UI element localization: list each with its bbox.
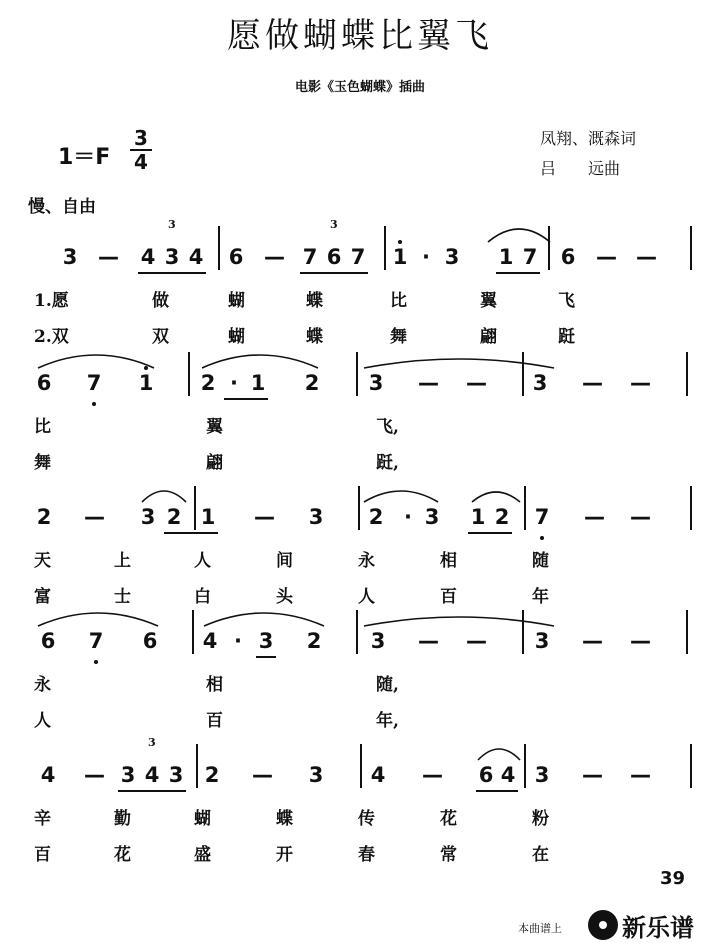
dash-extension: — [584, 505, 605, 529]
jianpu-note: 3 [424, 505, 440, 529]
lyric-verse-1: 翼 [206, 417, 223, 437]
composer-credit: 吕 远曲 [540, 159, 621, 178]
jianpu-note: 3 [444, 245, 460, 269]
dash-extension: — [466, 371, 487, 395]
lyric-verse-1: 相 [440, 551, 457, 571]
jianpu-note: 2 [304, 371, 320, 395]
lyric-verse-1: 飞, [376, 417, 399, 437]
jianpu-note: 3 [532, 371, 548, 395]
jianpu-note: 2 [166, 505, 182, 529]
slur-arc [364, 491, 438, 502]
jianpu-note: 3 [168, 763, 184, 787]
jianpu-note: 1 [498, 245, 514, 269]
jianpu-note: 7 [88, 629, 104, 653]
lyric-verse-2: 人 [358, 587, 375, 607]
jianpu-note: 3 [368, 371, 384, 395]
jianpu-note: 3 [258, 629, 274, 653]
jianpu-note: 4 [144, 763, 160, 787]
jianpu-note: 7 [350, 245, 366, 269]
jianpu-note: 6 [142, 629, 158, 653]
dash-extension: — [418, 629, 439, 653]
dash-extension: — [630, 371, 651, 395]
lyric-verse-2: 跹 [558, 327, 575, 347]
lyric-verse-1: 蝴 [194, 809, 211, 829]
jianpu-note: 2 [36, 505, 52, 529]
dash-extension: — [98, 245, 119, 269]
lyric-verse-2: 人 [34, 711, 51, 731]
jianpu-note: 4 [140, 245, 156, 269]
lyric-verse-1: 永 [34, 675, 51, 695]
dot-rhythm: · [404, 505, 412, 529]
dash-extension: — [84, 505, 105, 529]
jianpu-note: 3 [370, 629, 386, 653]
lyric-verse-1: 比 [34, 417, 51, 437]
jianpu-note: 3 [164, 245, 180, 269]
lyric-verse-1: 天 [34, 551, 51, 571]
lyric-verse-1: 蝶 [276, 809, 293, 829]
time-signature-top: 3 [134, 126, 148, 150]
dash-extension: — [466, 629, 487, 653]
song-title: 愿做蝴蝶比翼飞 [227, 16, 493, 56]
lyric-verse-2: 百 [206, 711, 223, 731]
lyric-verse-1: 比 [390, 291, 407, 311]
lyric-verse-1: 1.愿 [34, 291, 69, 311]
key-signature: 1＝F [58, 145, 111, 170]
lyric-verse-2: 白 [194, 587, 211, 607]
jianpu-note: 6 [40, 629, 56, 653]
dash-extension: — [264, 245, 285, 269]
jianpu-note: 6 [36, 371, 52, 395]
slur-arc [204, 613, 324, 626]
dash-extension: — [84, 763, 105, 787]
lyric-verse-2: 蝶 [306, 327, 323, 347]
jianpu-note: 1 [138, 371, 154, 395]
lyric-verse-2: 常 [440, 845, 457, 865]
dash-extension: — [582, 629, 603, 653]
lyric-verse-1: 人 [194, 551, 211, 571]
slur-arc [364, 617, 554, 626]
dash-extension: — [422, 763, 443, 787]
lyric-verse-1: 翼 [480, 291, 497, 311]
jianpu-note: 3 [62, 245, 78, 269]
jianpu-note: 1 [470, 505, 486, 529]
triplet-number: 3 [168, 218, 176, 231]
lyric-verse-1: 飞 [558, 291, 575, 311]
jianpu-note: 3 [534, 629, 550, 653]
jianpu-note: 2 [200, 371, 216, 395]
lyric-verse-2: 富 [34, 587, 51, 607]
watermark-text: 本曲谱上 [518, 922, 562, 935]
slur-arc [488, 229, 550, 242]
jianpu-note: 3 [140, 505, 156, 529]
slur-arc [202, 355, 318, 368]
jianpu-note: 2 [204, 763, 220, 787]
lyric-verse-1: 传 [358, 809, 375, 829]
time-signature-bottom: 4 [134, 150, 148, 174]
slur-arc [38, 613, 158, 626]
slur-arc [38, 355, 154, 368]
lyric-verse-1: 上 [114, 551, 131, 571]
lyric-verse-1: 间 [276, 551, 293, 571]
triplet-number: 3 [330, 218, 338, 231]
dash-extension: — [252, 763, 273, 787]
dash-extension: — [630, 505, 651, 529]
lyric-verse-1: 花 [440, 809, 457, 829]
jianpu-note: 4 [370, 763, 386, 787]
lyric-verse-2: 盛 [194, 845, 211, 865]
jianpu-note: 1 [392, 245, 408, 269]
song-subtitle: 电影《玉色蝴蝶》插曲 [294, 80, 425, 95]
jianpu-note: 4 [188, 245, 204, 269]
lyricist-credit: 凤翔、溉森词 [540, 129, 637, 148]
record-disc-icon [588, 910, 618, 940]
dash-extension: — [630, 629, 651, 653]
dash-extension: — [596, 245, 617, 269]
lyric-verse-2: 翩 [206, 453, 223, 473]
lyric-verse-1: 辛 [34, 809, 51, 829]
lyric-verse-2: 舞 [390, 327, 407, 347]
slur-arc [472, 492, 520, 502]
jianpu-note: 2 [306, 629, 322, 653]
dash-extension: — [582, 763, 603, 787]
lyric-verse-2: 百 [440, 587, 457, 607]
slur-arc [478, 749, 520, 760]
dot-rhythm: · [230, 371, 238, 395]
lyric-verse-2: 开 [276, 845, 293, 865]
jianpu-note: 4 [40, 763, 56, 787]
lyric-verse-2: 翩 [480, 327, 497, 347]
jianpu-note: 6 [326, 245, 342, 269]
lyric-verse-2: 跹, [376, 453, 399, 473]
lyric-verse-1: 蝶 [306, 291, 323, 311]
jianpu-note: 3 [120, 763, 136, 787]
lyric-verse-2: 春 [358, 845, 375, 865]
lyric-verse-2: 2.双 [34, 327, 69, 347]
jianpu-note: 6 [560, 245, 576, 269]
lyric-verse-1: 蝴 [228, 291, 245, 311]
watermark-brand: 新乐谱 [622, 914, 694, 942]
jianpu-note: 3 [308, 505, 324, 529]
dot-rhythm: · [422, 245, 430, 269]
jianpu-note: 3 [534, 763, 550, 787]
lyric-verse-1: 随 [532, 551, 549, 571]
jianpu-note: 7 [522, 245, 538, 269]
jianpu-note: 2 [368, 505, 384, 529]
jianpu-note: 1 [250, 371, 266, 395]
dash-extension: — [636, 245, 657, 269]
slur-arc [142, 491, 186, 502]
lyric-verse-2: 双 [152, 327, 169, 347]
jianpu-note: 2 [494, 505, 510, 529]
jianpu-note: 4 [500, 763, 516, 787]
dot-rhythm: · [234, 629, 242, 653]
lyric-verse-1: 粉 [532, 809, 549, 829]
lyric-verse-1: 永 [358, 551, 375, 571]
lyric-verse-2: 百 [34, 845, 51, 865]
jianpu-note: 4 [202, 629, 218, 653]
slur-arc [364, 359, 554, 368]
lyric-verse-1: 随, [376, 675, 399, 695]
jianpu-note: 1 [200, 505, 216, 529]
lyric-verse-2: 花 [114, 845, 131, 865]
lyric-verse-1: 做 [152, 291, 169, 311]
jianpu-note: 3 [308, 763, 324, 787]
lyric-verse-2: 头 [276, 587, 293, 607]
jianpu-note: 6 [478, 763, 494, 787]
jianpu-note: 7 [86, 371, 102, 395]
lyric-verse-1: 相 [206, 675, 223, 695]
tempo-marking: 慢、自由 [28, 197, 96, 217]
lyric-verse-2: 在 [532, 845, 549, 865]
dash-extension: — [418, 371, 439, 395]
triplet-number: 3 [148, 736, 156, 749]
dash-extension: — [582, 371, 603, 395]
page-number: 39 [660, 868, 686, 889]
lyric-verse-1: 勤 [114, 809, 131, 829]
lyric-verse-2: 蝴 [228, 327, 245, 347]
lyric-verse-2: 舞 [34, 453, 51, 473]
lyric-verse-2: 年, [376, 711, 399, 731]
dash-extension: — [254, 505, 275, 529]
lyric-verse-2: 士 [114, 587, 131, 607]
lyric-verse-2: 年 [532, 587, 549, 607]
dash-extension: — [630, 763, 651, 787]
jianpu-note: 7 [302, 245, 318, 269]
jianpu-note: 7 [534, 505, 550, 529]
jianpu-note: 6 [228, 245, 244, 269]
